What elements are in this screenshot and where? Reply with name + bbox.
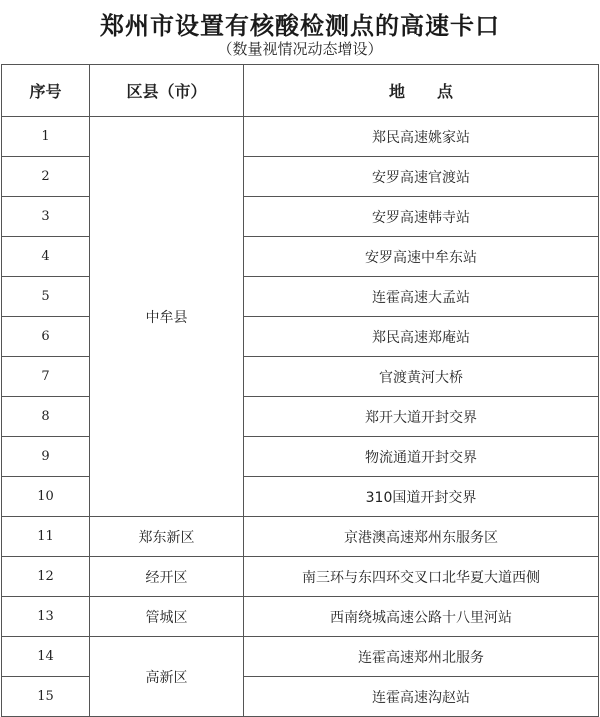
header-num: 序号: [2, 65, 90, 117]
district-cell: 经开区: [90, 557, 244, 597]
row-number: 5: [2, 277, 90, 317]
location-cell: 郑民高速姚家站: [244, 117, 599, 157]
location-cell: 安罗高速韩寺站: [244, 197, 599, 237]
location-cell: 京港澳高速郑州东服务区: [244, 517, 599, 557]
location-cell: 物流通道开封交界: [244, 437, 599, 477]
location-cell: 连霍高速大孟站: [244, 277, 599, 317]
row-number: 4: [2, 237, 90, 277]
row-number: 7: [2, 357, 90, 397]
table-header-row: [2, 65, 599, 117]
header-district: 区县（市）: [90, 65, 244, 117]
table-row: [2, 597, 599, 637]
header-location: 地 点: [244, 65, 599, 117]
location-cell: 南三环与东四环交叉口北华夏大道西侧: [244, 557, 599, 597]
row-number: 9: [2, 437, 90, 477]
row-number: 12: [2, 557, 90, 597]
row-number: 10: [2, 477, 90, 517]
page-subtitle: （数量视情况动态增设）: [217, 40, 383, 58]
location-cell: 安罗高速中牟东站: [244, 237, 599, 277]
table-row: [2, 117, 599, 157]
row-number: 1: [2, 117, 90, 157]
row-number: 15: [2, 677, 90, 717]
district-cell: 高新区: [90, 637, 244, 717]
district-cell: 管城区: [90, 597, 244, 637]
page-title: 郑州市设置有核酸检测点的高速卡口: [100, 12, 500, 40]
table-row: [2, 557, 599, 597]
location-cell: 西南绕城高速公路十八里河站: [244, 597, 599, 637]
table-row: [2, 637, 599, 677]
location-cell: 安罗高速官渡站: [244, 157, 599, 197]
district-cell: 中牟县: [90, 117, 244, 517]
location-cell: 连霍高速郑州北服务: [244, 637, 599, 677]
row-number: 14: [2, 637, 90, 677]
row-number: 11: [2, 517, 90, 557]
location-cell: 官渡黄河大桥: [244, 357, 599, 397]
location-cell: 连霍高速沟赵站: [244, 677, 599, 717]
row-number: 2: [2, 157, 90, 197]
location-cell: 郑开大道开封交界: [244, 397, 599, 437]
table-body: [2, 117, 599, 717]
checkpoint-table: [1, 64, 599, 717]
district-cell: 郑东新区: [90, 517, 244, 557]
location-cell: 310国道开封交界: [244, 477, 599, 517]
row-number: 8: [2, 397, 90, 437]
location-cell: 郑民高速郑庵站: [244, 317, 599, 357]
row-number: 6: [2, 317, 90, 357]
row-number: 3: [2, 197, 90, 237]
table-row: [2, 517, 599, 557]
row-number: 13: [2, 597, 90, 637]
